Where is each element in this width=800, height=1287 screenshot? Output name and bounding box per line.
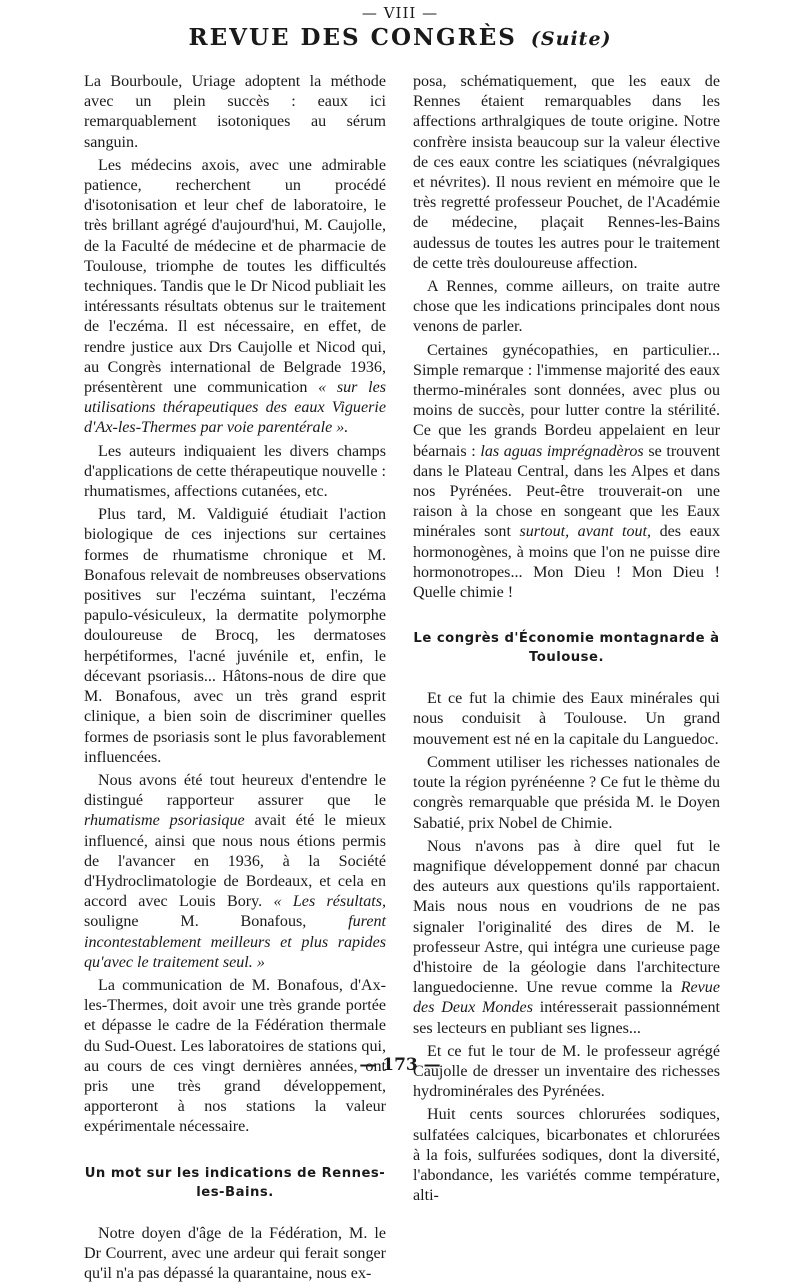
- paragraph: Huit cents sources chlorurées sodiques, sulfatées calciques, bicarbonates et chlorurées à la fois, sulfurées sodiques, dont la diversité, l'abondance, les variétés comme température, alti-: [413, 1106, 720, 1205]
- paragraph: Certaines gynécopathies, en particulier... Simple remarque : l'immense majorité des eaux thermo-minérales sont données, avec plus ou moins de succès, pour lutter contre la stérilité. Ce que les grands Bordeu appelaient en leur béarnais : las aguas imprégnadèros se trouvent dans le Plateau Central, dans les Alpes et dans nos Pyrénées. Peut-être trouverait-on une raison à la chose en songeant que les Eaux minérales sont surtout, avant tout, des eaux hormonogènes, à moins que l'on ne puisse dire hormonotropes... Mon Dieu ! Mon Dieu ! Quelle chimie !: [413, 341, 720, 602]
- paragraph: Plus tard, M. Valdiguié étudiait l'action biologique de ces injections sur certaines formes de rhumatisme chronique et M. Bonafous relevait de nombreuses observations positives sur l'eczéma suintant, l'eczéma papulo-vésiculeux, la dermatite polymorphe douloureuse de Brocq, les dermatoses herpétiformes, l'acné juvénile et, enfin, le décevant psoriasis... Hâtons-nous de dire que M. Bonafous, avec un très grand esprit clinique, a bien soin de discriminer quelles formes de psoriasis sont le plus favorablement influencées.: [84, 506, 386, 766]
- paragraph: Notre doyen d'âge de la Fédération, M. le Dr Courrent, avec une ardeur qui ferait songer qu'il n'a pas dépassé la quarantaine, nous ex-: [84, 1224, 386, 1282]
- paragraph: Nous n'avons pas à dire quel fut le magnifique développement donné par chacun des auteurs aux questions qu'ils rapportaient. Mais nous nous en voudrions de ne pas signaler l'originalité des dires de M. le professeur Astre, qui intégra une curieuse page d'histoire de la géologie dans l'architecture languedocienne. Une revue comme la Revue des Deux Mondes intéresserait passionnément ses lecteurs en publiant ses lignes...: [413, 837, 720, 1037]
- paragraph: Et ce fut le tour de M. le professeur agrégé Caujolle de dresser un inventaire des richesses hydrominérales des Pyrénées.: [413, 1042, 720, 1101]
- section-heading: Le congrès d'Économie montagnarde à Toulouse.: [413, 631, 720, 666]
- section-heading: Un mot sur les indications de Rennes-les-Bains.: [84, 1165, 386, 1200]
- paragraph: Et ce fut la chimie des Eaux minérales qui nous conduisit à Toulouse. Un grand mouvement est né en la capitale du Languedoc.: [413, 690, 720, 748]
- paragraph: La communication de M. Bonafous, d'Ax-les-Thermes, doit avoir une très grande portée et dépasse le cadre de la Fédération thermale du Sud-Ouest. Les laboratoires de stations qui, au cours de ces vingt dernières années, ont pris une très grand développement, apporteront à nos stations la valeur expérimentale nécessaire.: [84, 976, 386, 1136]
- journal-title: REVUE DES CONGRÈS: [188, 24, 517, 51]
- page-number: — 173 —: [359, 1055, 441, 1075]
- paragraph: Comment utiliser les richesses nationales de toute la région pyrénéenne ? Ce fut le thème du congrès remarquable que présida M. le Doyen Sabatié, prix Nobel de Chimie.: [413, 753, 720, 832]
- suite-label: (Suite): [530, 28, 612, 50]
- right-column: [413, 72, 720, 1209]
- paragraph: Les médecins axois, avec une admirable patience, recherchent un procédé d'isotonisation et leur chef de laboratoire, le très brillant agrégé d'aujourd'hui, M. Caujolle, de la Faculté de médecine et de pharmacie de Toulouse, triomphe de toutes les difficultés techniques. Tandis que le Dr Nicod publiait les intéressants résultats obtenus sur le traitement de l'eczéma. Il est nécessaire, en effet, de rendre justice aux Drs Caujolle et Nicod qui, au Congrès international de Belgrade 1936, présentèrent une communication « sur les utilisations thérapeutiques des eaux Viguerie d'Ax-les-Thermes par voie parentérale ».: [84, 156, 386, 437]
- page-roman-numeral: — VIII —: [361, 4, 439, 22]
- paragraph: posa, schématiquement, que les eaux de Rennes étaient remarquables dans les affections arthralgiques de toute origine. Notre confrère insista beaucoup sur la valeur élective de ces eaux contre les sciatiques (névralgiques et névrites). Il nous revient en mémoire que le très regretté professeur Pouchet, de l'Académie de médecine, plaçait Rennes-les-Bains audessus de toutes les autres pour le traitement de cette très douloureuse affection.: [413, 73, 720, 272]
- paragraph: La Bourboule, Uriage adoptent la méthode avec un plein succès : eaux ici remarquablement isotoniques au sérum sanguin.: [84, 73, 386, 151]
- quoted-title: « sur les utilisations thérapeutiques des eaux Viguerie d'Ax-les-Thermes par voie parentérale ».: [84, 379, 386, 437]
- running-title: [0, 24, 800, 51]
- paragraph: Les auteurs indiquaient les divers champs d'applications de cette thérapeutique nouvelle : rhumatismes, affections cutanées, etc.: [84, 442, 386, 501]
- paragraph: Nous avons été tout heureux d'entendre le distingué rapporteur assurer que le rhumatisme psoriasique avait été le mieux influencé, ainsi que nous nous étions permis de l'avancer en 1936, à la Société d'Hydroclimatologie de Bordeaux, et cela en accord avec Louis Bory. « Les résultats, souligne M. Bonafous, furent incontestablement meilleurs et plus rapides qu'avec le traitement seul. »: [84, 771, 386, 971]
- paragraph: A Rennes, comme ailleurs, on traite autre chose que les indications principales dont nous venons de parler.: [413, 278, 720, 336]
- left-column: [84, 72, 386, 1287]
